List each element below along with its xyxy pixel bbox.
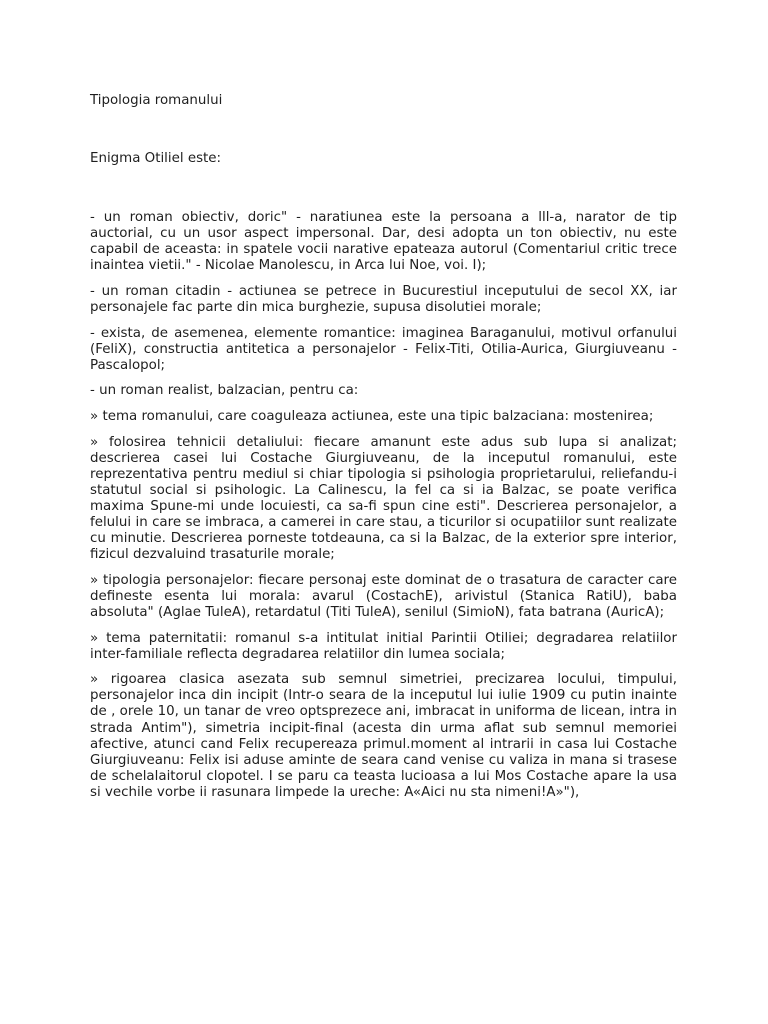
- paragraph: - un roman citadin - actiunea se petrece in Bucurestiul inceputului de secol XX, iar personajele fac parte din mica burghezie, supusa disolutiei morale;: [90, 283, 677, 315]
- document-body: [90, 210, 677, 811]
- paragraph: - un roman realist, balzacian, pentru ca:: [90, 383, 359, 399]
- document-title: Tipologia romanului: [90, 93, 223, 108]
- paragraph: - un roman obiectiv, doric" - naratiunea este la persoana a lll-a, narator de tip auctorial, cu un usor aspect impersonal. Dar, desi adopta un ton obiectiv, nu este capabil de aceasta: in spatele vocii narative epateaza autorul (Comentariul critic trece inaintea vietii." - Nicolae Manolescu, in Arca lui Noe, voi. I);: [90, 210, 677, 274]
- paragraph: » tema paternitatii: romanul s-a intitulat initial Parintii Otiliei; degradarea relatiilor inter-familiale reflecta degradarea relatiilor din lumea sociala;: [90, 630, 677, 662]
- paragraph: » tipologia personajelor: fiecare personaj este dominat de o trasatura de caracter care defineste esenta lui morala: avarul (CostachE), arivistul (Stanica RatiU), baba absoluta" (Aglae TuleA), retardatul (Titi TuleA), senilul (SimioN), fata batrana (AuricA);: [90, 572, 677, 620]
- paragraph: » folosirea tehnicii detaliului: fiecare amanunt este adus sub lupa si analizat; descrierea casei lui Costache Giurgiuveanu, de la inceputul romanului, este reprezentativa pentru mediul si chiar tipologia si psihologia proprietarului, reliefandu-i statutul social si psihologic. La Calinescu, la fel ca si ia Balzac, se poate verifica maxima Spune-mi unde locuiesti, ca sa-fi spun cine esti". Descrierea personajelor, a felului in care se imbraca, a camerei in care stau, a ticurilor si ocupatiilor sunt realizate cu minutie. Descrierea porneste totdeauna, ca si la Balzac, de la exterior spre interior, fizicul dezvaluind trasaturile morale;: [90, 434, 677, 563]
- document-subtitle: Enigma Otiliel este:: [90, 151, 222, 166]
- paragraph: » tema romanului, care coaguleaza actiunea, este una tipic balzaciana: mostenirea;: [90, 408, 654, 424]
- paragraph: - exista, de asemenea, elemente romantice: imaginea Baraganului, motivul orfanului (FeliX), constructia antitetica a personajelor - Felix-Titi, Otilia-Aurica, Giurgiuveanu - Pascalopol;: [90, 325, 677, 373]
- paragraph: » rigoarea clasica asezata sub semnul simetriei, precizarea locului, timpului, personajelor inca din incipit (Intr-o seara de la inceputul lui iulie 1909 cu putin inainte de , orele 10, un tanar de vreo optsprezece ani, imbracat in uniforma de licean, intra in strada Antim"), simetria incipit-final (acesta din urma aflat sub semnul memoriei afective, atunci cand Felix recupereaza primul.moment al intrarii in casa lui Costache Giurgiuveanu: Felix isi aduse aminte de seara cand venise cu valiza in mana si trasese de schelalaitorul clopotel. I se paru ca teasta lucioasa a lui Mos Costache apare la usa si vechile vorbe ii rasunara limpede la ureche: A«Aici nu sta nimeni!A»"),: [90, 672, 677, 800]
